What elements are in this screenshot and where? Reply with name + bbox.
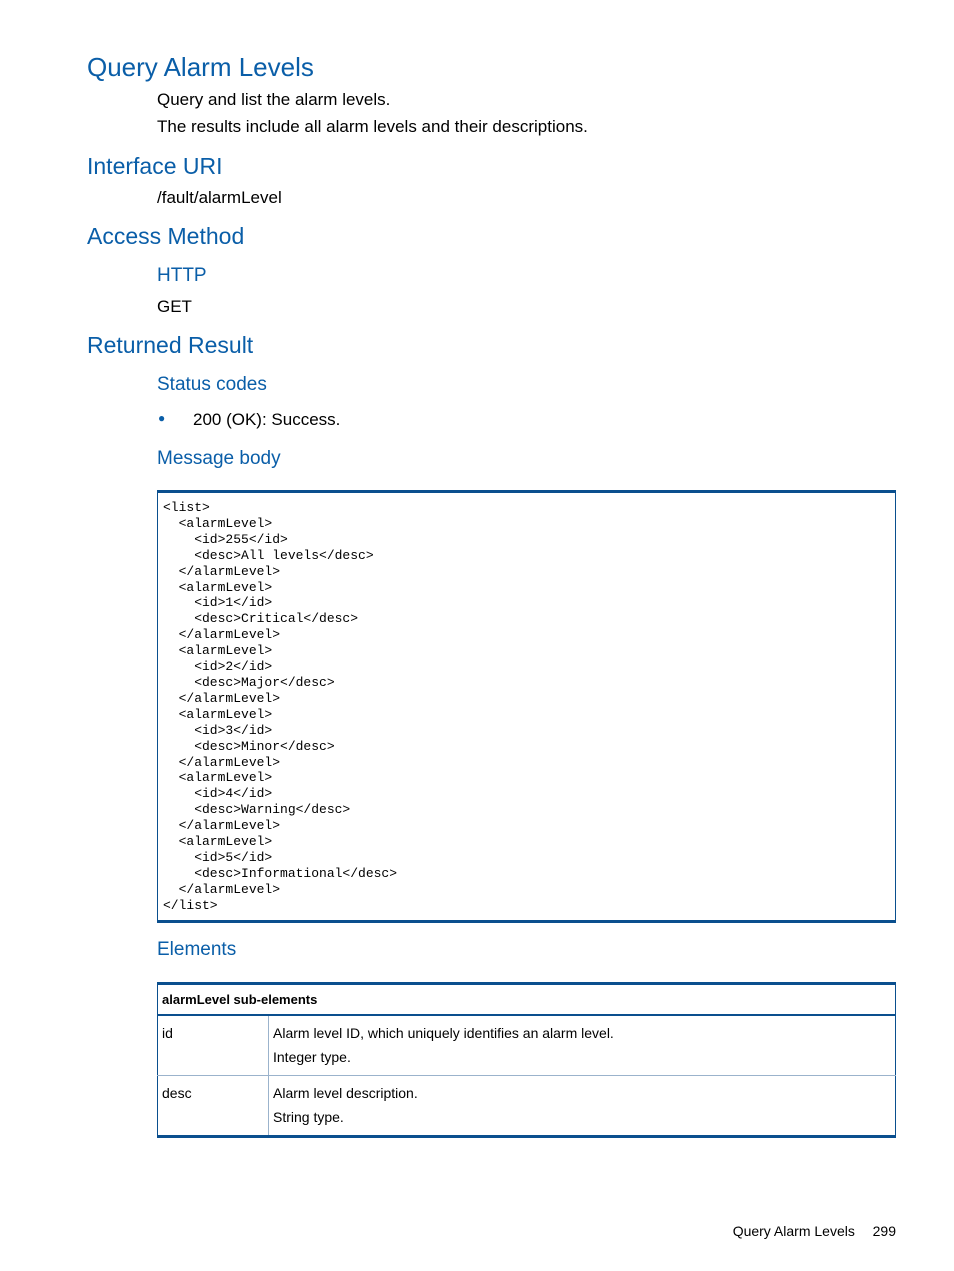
table-row [158, 1015, 896, 1076]
element-type-line: String type. [273, 1109, 344, 1125]
element-name-cell: id [158, 1015, 269, 1076]
interface-uri-heading: Interface URI [87, 153, 223, 179]
footer-page-number: 299 [872, 1223, 896, 1239]
element-description-line: Alarm level ID, which uniquely identifies an alarm level. [273, 1025, 614, 1041]
bullet-icon: ● [158, 411, 166, 425]
message-body-code-block [157, 490, 896, 923]
http-subheading: HTTP [157, 265, 207, 286]
table-header-row [158, 984, 896, 1016]
element-type-line: Integer type. [273, 1049, 351, 1065]
message-body-heading: Message body [157, 448, 281, 469]
page-footer [733, 1223, 896, 1239]
element-description-cell [269, 1015, 896, 1076]
page-title: Query Alarm Levels [87, 52, 314, 82]
table-row [158, 1076, 896, 1137]
status-code-text: 200 (OK): Success. [193, 410, 341, 429]
intro-line-1: Query and list the alarm levels. [157, 90, 391, 109]
message-body-code: <list> <alarmLevel> <id>255</id> <desc>All levels</desc> </alarmLevel> <alarmLevel> <id>1</id> <desc>Critical</desc> </alarmLevel> <alarmLevel> <id>2</id> <desc>Major</desc> </alarmLevel> <alarmLevel> <id>3</id> <desc>Minor</desc> </alarmLevel> <alarmLevel> <id>4</id> <desc>Warning</desc> </alarmLevel> <alarmLevel> <id>5</id> <desc>Informational</desc> </alarmLevel> </list> [163, 500, 398, 913]
element-description-line: Alarm level description. [273, 1085, 418, 1101]
element-name-cell: desc [158, 1076, 269, 1137]
intro-line-2: The results include all alarm levels and their descriptions. [157, 117, 588, 136]
footer-section-title: Query Alarm Levels [732, 1223, 855, 1239]
elements-heading: Elements [157, 939, 237, 960]
status-code-list-item [158, 406, 758, 433]
http-method-value: GET [157, 297, 192, 316]
returned-result-heading: Returned Result [87, 332, 254, 358]
access-method-heading: Access Method [87, 223, 245, 249]
table-header: alarmLevel sub-elements [158, 984, 896, 1016]
status-codes-heading: Status codes [157, 374, 267, 395]
element-description-cell [269, 1076, 896, 1137]
interface-uri-value: /fault/alarmLevel [157, 188, 282, 207]
elements-table [157, 982, 896, 1138]
